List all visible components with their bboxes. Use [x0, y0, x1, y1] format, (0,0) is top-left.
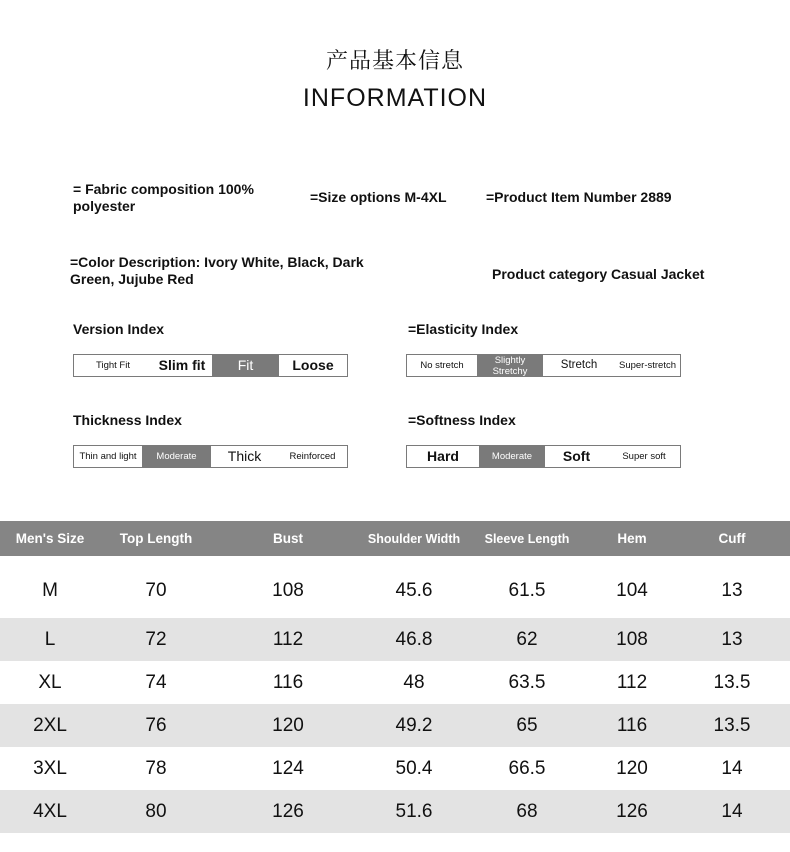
version-option-fit: Fit	[212, 355, 279, 376]
cell-cuff: 13.5	[674, 704, 790, 747]
softness-option-hard: Hard	[427, 448, 459, 464]
title-chinese: 产品基本信息	[325, 49, 464, 74]
softness-option-super-soft: Super soft	[622, 451, 666, 462]
color-description: =Color Description: Ivory White, Black, Dark Green, Jujube Red	[70, 254, 364, 287]
cell-hem: 104	[616, 580, 648, 601]
cell-size: 3XL	[33, 757, 67, 779]
table-row	[0, 704, 790, 747]
cell-top-length: 74	[145, 671, 167, 693]
table-row	[0, 790, 790, 833]
header-shoulder-width: Shoulder Width	[364, 521, 464, 556]
fabric-composition: = Fabric composition 100% polyester	[73, 181, 254, 214]
cell-cuff: 14	[674, 790, 790, 833]
cell-size: 4XL	[0, 790, 100, 833]
cell-size: 2XL	[0, 704, 100, 747]
version-option-tight-fit: Tight Fit	[96, 360, 130, 371]
cell-sleeve-length: 63.5	[508, 671, 546, 693]
cell-shoulder-width: 45.6	[395, 580, 433, 601]
elasticity-option-no-stretch: No stretch	[420, 360, 464, 371]
header-hem: Hem	[590, 521, 674, 556]
title-english: INFORMATION	[302, 84, 488, 112]
version-option-slim-fit: Slim fit	[158, 357, 206, 373]
thickness-index-label: Thickness Index	[73, 412, 182, 428]
cell-sleeve-length: 66.5	[508, 757, 546, 779]
elasticity-option-slightly-stretchy: Slightly Stretchy	[477, 355, 543, 376]
size-table	[0, 521, 790, 833]
cell-bust: 108	[272, 580, 304, 601]
cell-bust: 112	[212, 618, 364, 661]
cell-shoulder-width: 49.2	[364, 704, 464, 747]
table-row	[0, 747, 790, 790]
thickness-index-scale	[73, 445, 348, 468]
elasticity-option-stretch: Stretch	[560, 359, 598, 371]
softness-index-scale	[406, 445, 681, 468]
softness-option-soft: Soft	[562, 448, 591, 464]
header-mens-size: Men's Size	[0, 521, 100, 556]
cell-cuff: 13	[674, 618, 790, 661]
cell-sleeve-length: 62	[464, 618, 590, 661]
size-options: =Size options M-4XL	[310, 189, 447, 205]
size-table-header	[0, 521, 790, 556]
thickness-option-thin-and-light: Thin and light	[79, 451, 137, 462]
elasticity-index-label: =Elasticity Index	[408, 321, 519, 337]
version-index-scale	[73, 354, 348, 377]
cell-top-length: 76	[100, 704, 212, 747]
cell-shoulder-width: 46.8	[364, 618, 464, 661]
cell-hem: 126	[590, 790, 674, 833]
cell-size: XL	[38, 671, 62, 693]
header-cuff: Cuff	[674, 521, 790, 556]
cell-shoulder-width: 48	[403, 671, 425, 693]
product-category: Product category Casual Jacket	[492, 266, 705, 282]
softness-index-label: =Softness Index	[408, 412, 516, 428]
cell-sleeve-length: 65	[464, 704, 590, 747]
cell-cuff: 13.5	[713, 671, 751, 693]
softness-option-moderate: Moderate	[479, 446, 545, 467]
cell-bust: 120	[212, 704, 364, 747]
version-index-label: Version Index	[73, 321, 165, 337]
header-sleeve-length: Sleeve Length	[464, 521, 590, 556]
cell-hem: 108	[590, 618, 674, 661]
header-bust: Bust	[212, 521, 364, 556]
cell-top-length: 80	[100, 790, 212, 833]
item-number: =Product Item Number 2889	[486, 189, 672, 205]
cell-size: M	[42, 580, 58, 601]
cell-shoulder-width: 50.4	[395, 757, 433, 779]
cell-bust: 126	[212, 790, 364, 833]
cell-hem: 112	[616, 671, 648, 693]
cell-sleeve-length: 61.5	[508, 580, 546, 601]
cell-cuff: 14	[721, 757, 743, 779]
cell-cuff: 13	[721, 580, 743, 601]
table-row	[0, 618, 790, 661]
elasticity-index-scale	[406, 354, 681, 377]
cell-bust: 124	[272, 757, 304, 779]
version-option-loose: Loose	[292, 357, 334, 373]
cell-bust: 116	[272, 671, 304, 693]
cell-size: L	[0, 618, 100, 661]
cell-top-length: 70	[145, 580, 167, 601]
cell-shoulder-width: 51.6	[364, 790, 464, 833]
table-row	[0, 661, 790, 704]
cell-top-length: 78	[145, 757, 167, 779]
elasticity-option-super-stretch: Super-stretch	[618, 360, 677, 371]
cell-hem: 120	[616, 757, 648, 779]
header-top-length: Top Length	[100, 521, 212, 556]
table-row	[0, 556, 790, 618]
thickness-option-reinforced: Reinforced	[289, 451, 336, 462]
cell-top-length: 72	[100, 618, 212, 661]
cell-hem: 116	[590, 704, 674, 747]
thickness-option-thick: Thick	[227, 448, 262, 464]
cell-sleeve-length: 68	[464, 790, 590, 833]
thickness-option-moderate: Moderate	[142, 446, 211, 467]
